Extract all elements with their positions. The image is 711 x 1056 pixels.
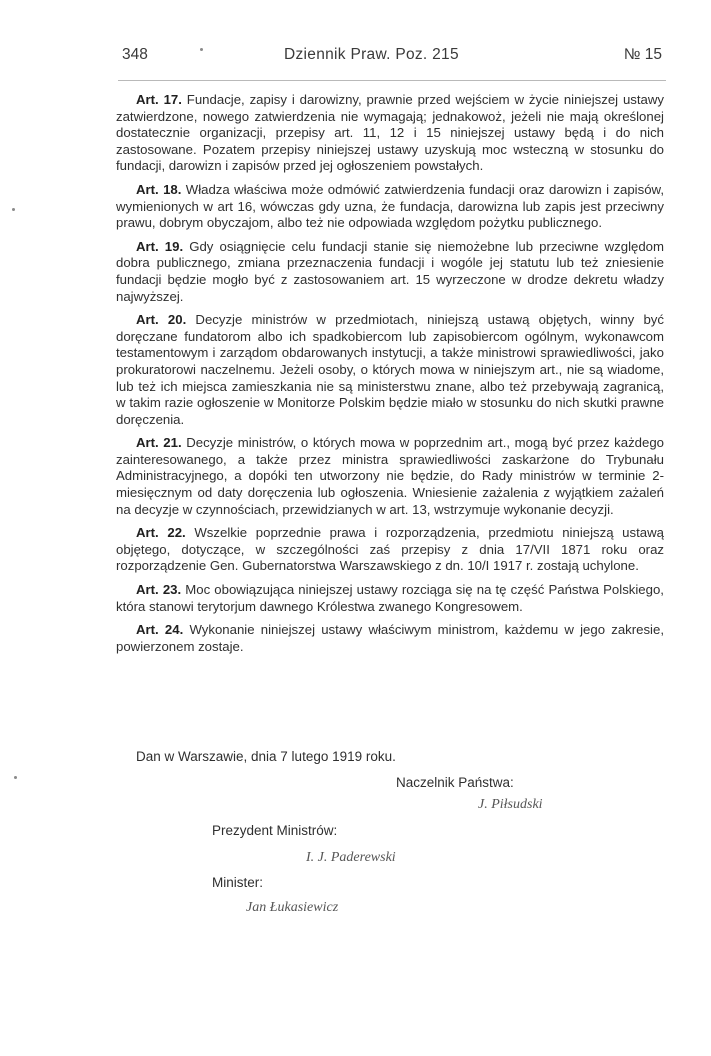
page-number: 348 <box>122 46 148 63</box>
paper-speck <box>200 48 203 51</box>
article-label: Art. 21. <box>136 435 182 451</box>
article-21 <box>116 435 664 518</box>
head-of-state-signature: J. Piłsudski <box>478 797 543 812</box>
article-24 <box>116 622 664 655</box>
article-18 <box>116 182 664 232</box>
article-text: Gdy osiągnięcie celu fundacji stanie się niemożebne lub przeciwne względom dobra publicznego, zmiana przeznaczenia fundacji i wogóle jej statutu lub też zniesienie fundacji będzie mogło być z zastosowaniem art. 15 wyrzeczone w drodze dekretu władzy najwyższej. <box>116 238 664 304</box>
article-text: Wszelkie poprzednie prawa i rozporządzenia, przedmiotu niniejszą ustawą objętego, dotyczące, w szczególności zaś przepisy z dnia 17/VII 1871 roku oraz rozporządzenie Gen. Gubernatorstwa Warszawskiego z dn. 10/I 1917 r. zostają uchylone. <box>116 525 664 574</box>
paper-speck <box>12 208 15 211</box>
article-17 <box>116 92 664 175</box>
article-text: Decyzje ministrów, o których mowa w poprzednim art., mogą być przez każdego zainteresowanego, a także przez ministra sprawiedliwości zaskarżone do Trybunału Administracyjnego, a dopóki ten utworzony nie będzie, do Rady ministrów w terminie 2-miesięcznym od daty doręczenia lub ogłoszenia. Wniesienie zażalenia z wyjątkiem zażaleń na decyzje w czynnościach, przewidzianych w art. 13, wstrzymuje wykonanie decyzji. <box>116 435 664 517</box>
article-label: Art. 18. <box>136 181 182 197</box>
article-text: Fundacje, zapisy i darowizny, prawnie przed wejściem w życie niniejszej ustawy zatwierdzone, nowego zatwierdzenia nie wymagają; jednakowoż, jeżeli nie mają określonej dostatecznie organizacji, przepisy art. 11, 12 i 15 niniejszej ustawy będą i do nich zastosowane. Pozatem przepisy niniejszej ustawy uzyskują moc wsteczną w stosunku do fundacji, darowizn i zapisów przed jej ogłoszeniem powstałych. <box>116 92 664 174</box>
prime-minister-label: Prezydent Ministrów: <box>212 823 338 838</box>
article-19 <box>116 239 664 305</box>
head-of-state-label: Naczelnik Państwa: <box>396 775 514 790</box>
article-text: Decyzje ministrów w przedmiotach, niniejszą ustawą objętych, winny być doręczane fundatorom albo ich spadkobiercom lub zapisobiercom ogólnym, wykonawcom testamentowym i zarządom obdarowanych instytucji, a także ministrowi sprawiedliwości, jako prokuratorowi naczelnemu. Jeżeli osoby, o których mowa w niniejszym art., nie są wiadome, lub też ich miejsca zamieszkania nie są ministerstwu znane, albo też przebywają zagranicą, w takim razie ogłoszenie w Monitorze Polskim będzie miało w stosunku do nich skutki prawne doręczenia. <box>116 312 664 427</box>
article-23 <box>116 582 664 615</box>
article-text: Wykonanie niniejszej ustawy właściwym ministrom, każdemu w jego zakresie, powierzonem zostaje. <box>116 622 664 654</box>
article-label: Art. 24. <box>136 622 184 638</box>
header-divider <box>118 80 666 81</box>
article-label: Art. 19. <box>136 238 184 254</box>
article-text: Władza właściwa może odmówić zatwierdzenia fundacji oraz darowizn i zapisów, wymienionych w art 16, wówczas gdy uzna, że fundacja, darowizna lub zapis jest przeciwny prawu, dobrym obyczajom, albo też nie odpowiada względom pożytku publicznego. <box>116 181 664 231</box>
journal-title: Dziennik Praw. Poz. 215 <box>284 46 459 63</box>
issue-number: № 15 <box>623 46 662 63</box>
article-label: Art. 23. <box>136 582 182 598</box>
minister-label: Minister: <box>212 875 264 890</box>
article-20 <box>116 312 664 428</box>
prime-minister-signature: I. J. Paderewski <box>306 850 396 865</box>
article-text: Moc obowiązująca niniejszej ustawy rozciąga się na tę część Państwa Polskiego, która stanowi terytorjum dawnego Królestwa zwanego Kongresowem. <box>116 582 664 614</box>
article-label: Art. 22. <box>136 525 186 541</box>
article-22 <box>116 525 664 575</box>
paper-speck <box>14 776 17 779</box>
article-label: Art. 20. <box>136 312 187 328</box>
page-header <box>122 46 662 70</box>
article-label: Art. 17. <box>136 92 182 107</box>
date-line: Dan w Warszawie, dnia 7 lutego 1919 roku. <box>136 749 396 764</box>
articles-body <box>116 92 664 662</box>
minister-signature: Jan Łukasiewicz <box>246 900 339 915</box>
